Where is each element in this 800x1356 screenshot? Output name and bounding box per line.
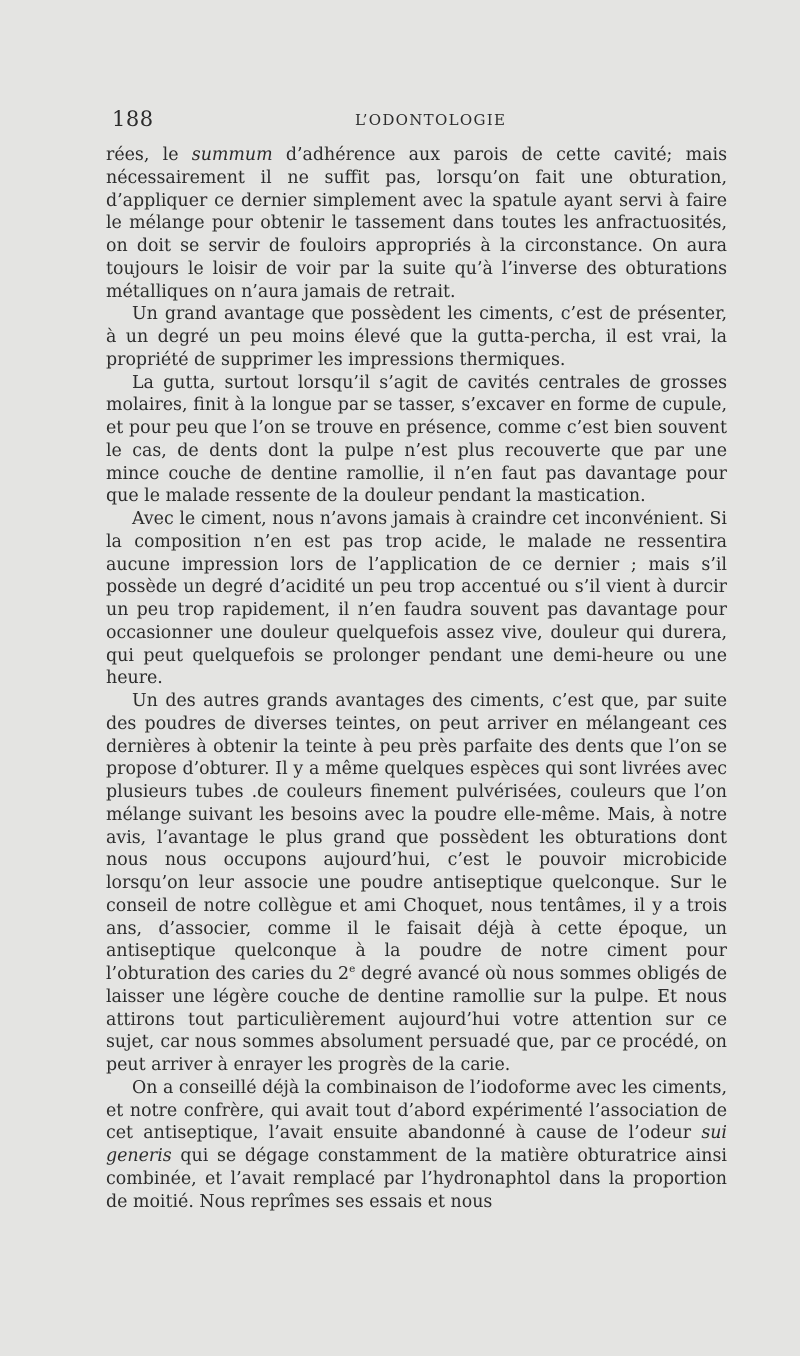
paragraph-6 (106, 1077, 727, 1214)
paragraph-2: Un grand avantage que possèdent les ciments, c’est de présenter, à un degré un peu moins élevé que la gutta-percha, il est vrai, la propriété de supprimer les impressions thermiques. (106, 304, 727, 370)
page-header (112, 107, 712, 135)
paragraph-1-rest: d’adhérence aux parois de cette cavité; mais nécessairement il ne suffit pas, lorsqu’on fait une obturation, d’appliquer ce dernier simplement avec la spatule ayant servi à faire le mélange pour obtenir le tassement dans toutes les anfractuosités, on doit se servir de fouloirs appropriés à la circonstance. On aura toujours le loisir de voir par la suite qu’à l’inverse des obturations métalliques on n’aura jamais de retrait. (106, 145, 727, 302)
running-title: L’ODONTOLOGIE (355, 111, 507, 129)
page-number: 188 (112, 107, 154, 131)
body-text (106, 144, 727, 1213)
paragraph-3: La gutta, surtout lorsqu’il s’agit de cavités centrales de grosses molaires, finit à la longue par se tasser, s’excaver en forme de cupule, et pour peu que l’on se trouve en présence, comme c’est bien souvent le cas, de dents dont la pulpe n’est plus recouverte que par une mince couche de dentine ramollie, il n’en faut pas davantage pour que le malade ressente de la douleur pendant la mastication. (106, 372, 727, 507)
paragraph-5 (106, 690, 727, 1077)
superscript-e: e (349, 963, 356, 976)
italic-term-summum: summum (191, 145, 273, 165)
paragraph-1-start: rées, le (106, 145, 192, 165)
italic-term-sui-generis: sui generis (106, 1123, 727, 1166)
paragraph-4: Avec le ciment, nous n’avons jamais à craindre cet inconvénient. Si la composition n’en est pas trop acide, le malade ne ressentira aucune impression lors de l’application de ce dernier ; mais s’il possède un degré d’acidité un peu trop accentué ou s’il vient à durcir un peu trop rapidement, il n’en faudra souvent pas davantage pour occasionner une douleur quelquefois assez vive, douleur qui durera, qui peut quelquefois se prolonger pendant une demi-heure ou une heure. (106, 509, 727, 689)
paragraph-6-rest: qui se dégage constamment de la matière obturatrice ainsi combinée, et l’avait remplacé par l’hydronaphtol dans la proportion de moitié. Nous reprîmes ses essais et nous (106, 1146, 727, 1212)
paragraph-1 (106, 144, 727, 303)
paragraph-6-start: On a conseillé déjà la combinaison de l’iodoforme avec les ciments, et notre confrère, qui avait tout d’abord expérimenté l’association de cet antiseptique, l’avait ensuite abandonné à cause de l’odeur (106, 1077, 727, 1144)
paragraph-5-rest: degré avancé où nous sommes obligés de laisser une légère couche de dentine ramollie sur la pulpe. Et nous attirons tout particulièrement aujourd’hui votre attention sur ce sujet, car nous sommes absolument persuadé que, par ce procédé, on peut arriver à enrayer les progrès de la carie. (106, 964, 727, 1075)
paragraph-5-start: Un des autres grands avantages des ciments, c’est que, par suite des poudres de diverses teintes, on peut arriver en mélangeant ces dernières à obtenir la teinte à peu près parfaite des dents que l’on se propose d’obturer. Il y a même quelques espèces qui sont livrées avec plusieurs tubes .de couleurs finement pulvérisées, couleurs que l’on mélange suivant les besoins avec la poudre elle-même. Mais, à notre avis, l’avantage le plus grand que possèdent les obturations dont nous nous occupons aujourd’hui, c’est le pouvoir microbicide lorsqu’on leur associe une poudre antiseptique quelconque. Sur le conseil de notre collègue et ami Choquet, nous tentâmes, il y a trois ans, d’associer, comme il le faisait déjà à cette époque, un antiseptique quelconque à la poudre de notre ciment pour l’obturation des caries du 2 (106, 691, 727, 984)
